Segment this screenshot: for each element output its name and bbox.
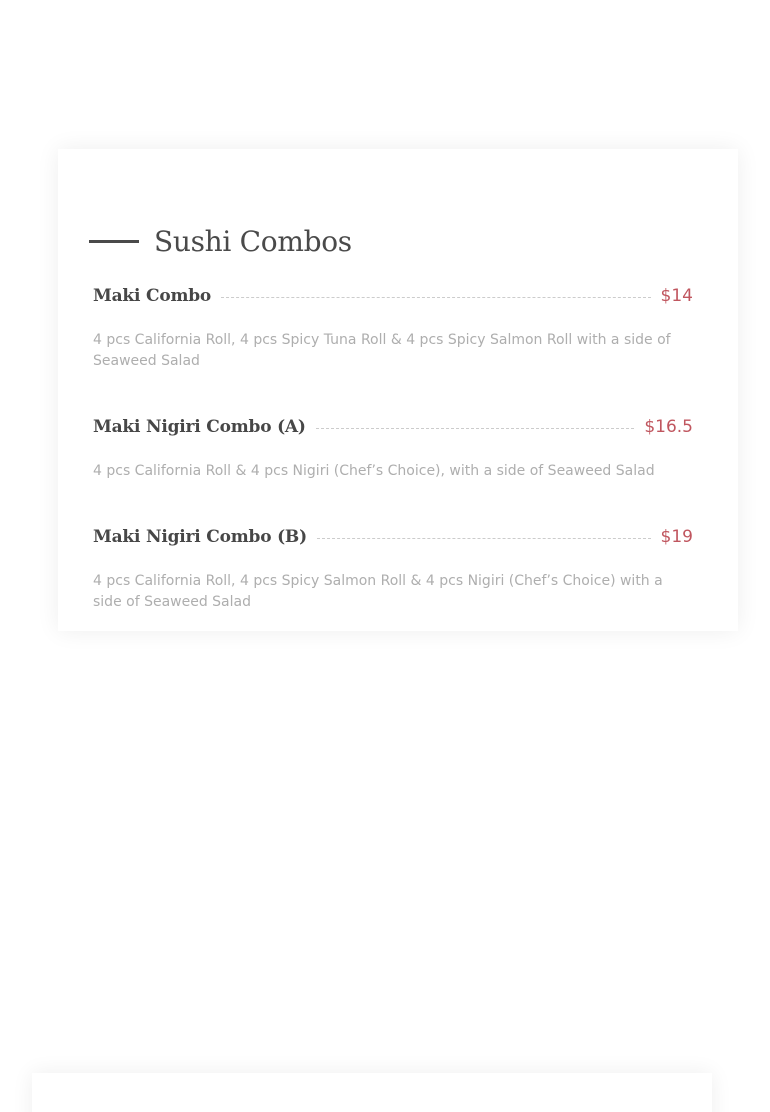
next-menu-card (32, 1073, 712, 1112)
menu-item-price: $19 (660, 527, 693, 547)
menu-item-description: 4 pcs California Roll, 4 pcs Spicy Tuna Roll & 4 pcs Spicy Salmon Roll with a side of Seaweed Salad (93, 332, 671, 369)
menu-item (93, 525, 693, 613)
section-header (89, 223, 352, 259)
section-title: Sushi Combos (154, 224, 352, 258)
dotted-leader (316, 428, 635, 429)
section-divider-line (89, 240, 139, 243)
menu-item-price: $16.5 (644, 417, 693, 437)
menu-item (93, 284, 693, 372)
menu-item-name: Maki Combo (93, 286, 212, 306)
menu-item-name: Maki Nigiri Combo (A) (93, 417, 306, 437)
menu-item-description: 4 pcs California Roll & 4 pcs Nigiri (Chef’s Choice), with a side of Seaweed Salad (93, 463, 655, 479)
menu-item-description: 4 pcs California Roll, 4 pcs Spicy Salmon Roll & 4 pcs Nigiri (Chef’s Choice) with a side of Seaweed Salad (93, 573, 663, 610)
menu-item-row (93, 525, 693, 549)
menu-item-name: Maki Nigiri Combo (B) (93, 527, 307, 547)
menu-item-row (93, 284, 693, 308)
menu-card (58, 149, 738, 631)
dotted-leader (317, 538, 651, 539)
menu-item-row (93, 415, 693, 439)
menu-item-price: $14 (660, 286, 693, 306)
menu-item (93, 415, 693, 482)
dotted-leader (221, 297, 650, 298)
